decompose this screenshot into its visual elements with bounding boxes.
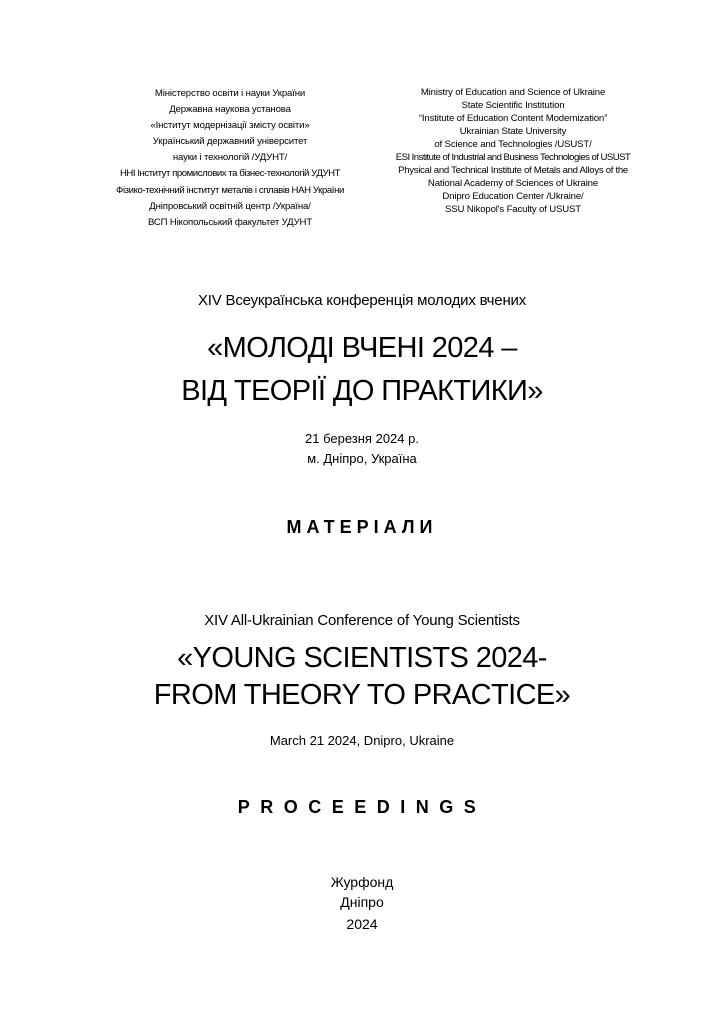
header-line: of Science and Technologies /USUST/ [434, 139, 592, 150]
header-line: SSU Nikopol's Faculty of USUST [445, 204, 581, 215]
header-line: Фізико-технічний інститут металів і сплавів НАН України [116, 184, 344, 196]
materials-heading: МАТЕРІАЛИ [286, 517, 438, 537]
header-line: Дніпровський освітній центр /Україна/ [149, 200, 311, 212]
header-line: Physical and Technical Institute of Metals and Alloys of the [398, 165, 628, 176]
conference-title-ua-line1: «МОЛОДІ ВЧЕНІ 2024 – [207, 332, 517, 364]
conference-subtitle-ua: XIV Всеукраїнська конференція молодих вчених [197, 292, 527, 309]
conference-title-en-line1: «YOUNG SCIENTISTS 2024- [177, 642, 547, 674]
header-line: Dnipro Education Center /Ukraine/ [442, 191, 584, 202]
header-line: ВСП Нікопольський факультет УДУНТ [147, 216, 313, 228]
date-place-en: March 21 2024, Dnipro, Ukraine [269, 733, 455, 748]
conference-title-ua-line2: ВІД ТЕОРІЇ ДО ПРАКТИКИ» [181, 375, 543, 407]
header-line: State Scientific Institution [461, 100, 565, 111]
header-line: Державна наукова установа [169, 104, 291, 116]
header-line: Ukrainian State University [459, 126, 567, 137]
header-english [353, 86, 673, 216]
header-line: National Academy of Sciences of Ukraine [427, 178, 599, 189]
header-ukrainian [80, 86, 380, 231]
conference-subtitle-en: XIV All-Ukrainian Conference of Young Scientists [204, 612, 520, 629]
header-line: Міністерство освіти і науки України [154, 88, 306, 99]
place-ua: м. Дніпро, Україна [307, 451, 417, 466]
publisher-city: Дніпро [340, 894, 384, 910]
header-line: науки і технологій /УДУНТ/ [172, 152, 288, 164]
conference-title-en-line2: FROM THEORY TO PRACTICE» [153, 679, 571, 711]
publisher-name: Журфонд [330, 874, 394, 890]
proceedings-heading: PROCEEDINGS [237, 797, 487, 817]
date-ua: 21 березня 2024 р. [305, 431, 419, 446]
publication-year: 2024 [346, 916, 378, 932]
header-line: ESI Institute of Industrial and Business Technologies of USUST [395, 152, 631, 163]
header-line: «Інститут модернізації змісту освіти» [150, 120, 310, 132]
header-line: “Institute of Education Content Modernization” [418, 113, 608, 124]
header-line: Ministry of Education and Science of Ukraine [420, 87, 606, 98]
header-line: Український державний університет [152, 136, 308, 148]
header-line: ННІ Інститут промислових та бізнес-технологій УДУНТ [119, 168, 341, 180]
